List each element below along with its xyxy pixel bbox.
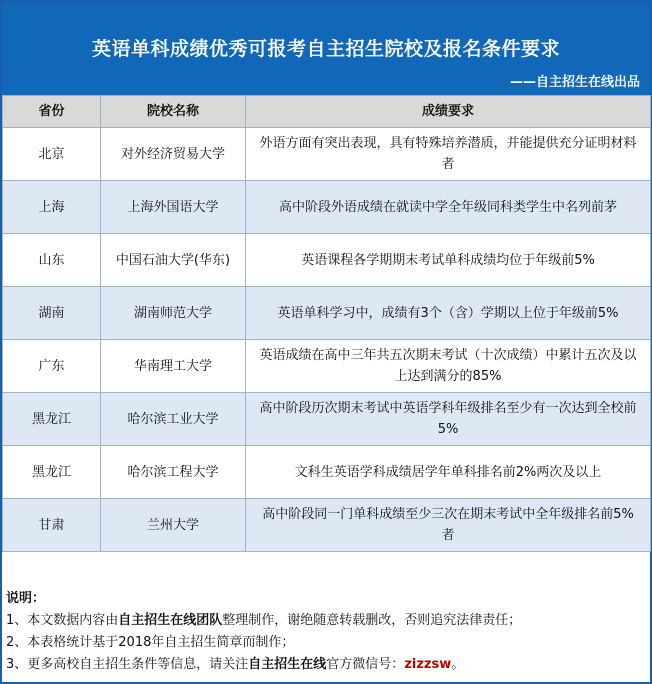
cell-province: 黑龙江: [3, 446, 101, 499]
cell-province: 甘肃: [3, 499, 101, 552]
table-row: [3, 128, 651, 181]
cell-province: 湖南: [3, 287, 101, 340]
table-row: [3, 181, 651, 234]
table-row: [3, 446, 651, 499]
note-line-1: [6, 610, 646, 632]
page-title: 英语单科成绩优秀可报考自主招生院校及报名条件要求: [91, 38, 560, 60]
table-header-row: [3, 96, 651, 128]
cell-school: 华南理工大学: [101, 340, 246, 393]
note-3-end: 。: [451, 657, 465, 672]
table-row: [3, 393, 651, 446]
notes-section: [6, 588, 646, 676]
note-1-prefix: 1、本文数据内容由: [6, 613, 119, 628]
cell-requirement: 外语方面有突出表现，具有特殊培养潜质，并能提供充分证明材料者: [246, 128, 651, 181]
cell-school: 湖南师范大学: [101, 287, 246, 340]
note-1-suffix: 整理制作，谢绝随意转载删改，否则追究法律责任；: [222, 613, 522, 628]
note-1-team: 自主招生在线团队: [118, 613, 223, 628]
cell-requirement: 高中阶段历次期末考试中英语学科年级排名至少有一次达到全校前5%: [246, 393, 651, 446]
column-header-school: 院校名称: [101, 96, 246, 128]
cell-requirement: 英语课程各学期期末考试单科成绩均位于年级前5%: [246, 234, 651, 287]
cell-province: 上海: [3, 181, 101, 234]
column-header-province: 省份: [3, 96, 101, 128]
cell-requirement: 英语成绩在高中三年共五次期末考试（十次成绩）中累计五次及以上达到满分的85%: [246, 340, 651, 393]
note-line-3: [6, 654, 646, 676]
cell-requirement: 英语单科学习中，成绩有3个（含）学期以上位于年级前5%: [246, 287, 651, 340]
cell-province: 黑龙江: [3, 393, 101, 446]
table-row: [3, 499, 651, 552]
note-3-middle: 官方微信号：: [326, 657, 405, 672]
note-line-2: 2、本表格统计基于2018年自主招生简章而制作；: [6, 635, 295, 650]
cell-requirement: 高中阶段外语成绩在就读中学全年级同科类学生中名列前茅: [246, 181, 651, 234]
column-header-requirement: 成绩要求: [246, 96, 651, 128]
header-banner: [2, 2, 650, 95]
requirements-table: [2, 95, 651, 552]
cell-province: 北京: [3, 128, 101, 181]
cell-school: 哈尔滨工业大学: [101, 393, 246, 446]
cell-school: 中国石油大学(华东): [101, 234, 246, 287]
note-3-prefix: 3、更多高校自主招生条件等信息，请关注: [6, 657, 249, 672]
cell-requirement: 文科生英语学科成绩居学年单科排名前2%两次及以上: [246, 446, 651, 499]
cell-province: 广东: [3, 340, 101, 393]
cell-school: 上海外国语大学: [101, 181, 246, 234]
note-3-brand: 自主招生在线: [248, 657, 327, 672]
table-row: [3, 287, 651, 340]
cell-requirement: 高中阶段同一门单科成绩至少三次在期末考试中全年级排名前5%者: [246, 499, 651, 552]
table-row: [3, 234, 651, 287]
wechat-id: zizzsw: [404, 657, 452, 672]
table-row: [3, 340, 651, 393]
cell-province: 山东: [3, 234, 101, 287]
page-subtitle: ——自主招生在线出品: [509, 75, 640, 90]
cell-school: 对外经济贸易大学: [101, 128, 246, 181]
cell-school: 兰州大学: [101, 499, 246, 552]
cell-school: 哈尔滨工程大学: [101, 446, 246, 499]
notes-label: 说明：: [6, 591, 46, 606]
